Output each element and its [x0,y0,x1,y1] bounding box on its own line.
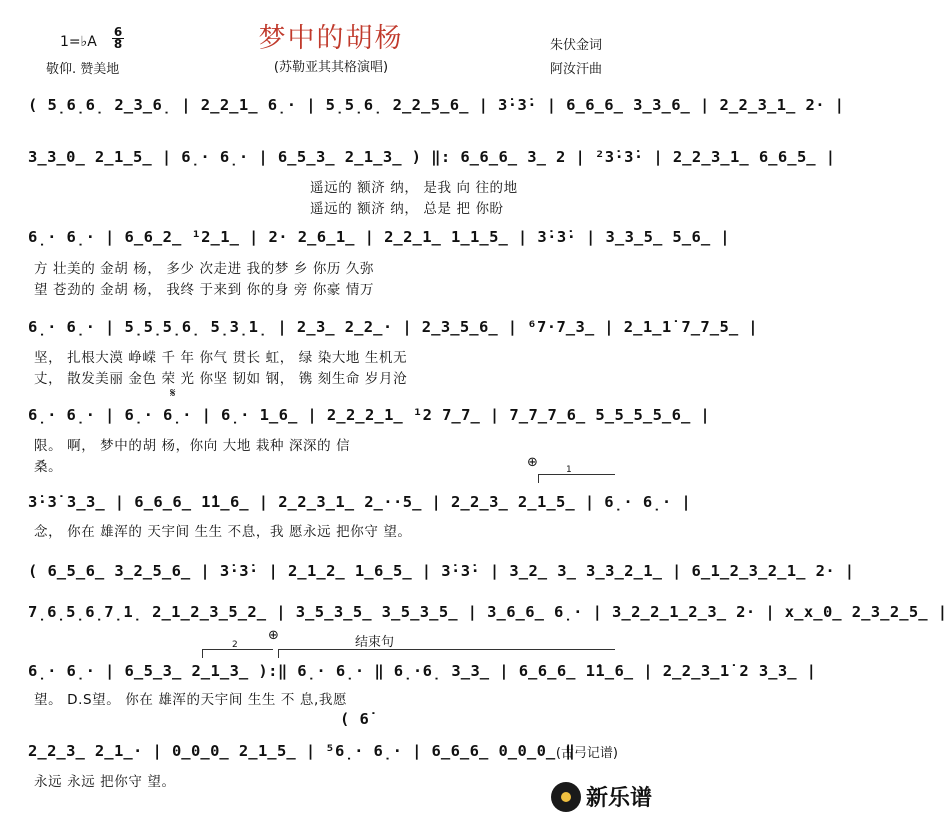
key-signature: 1=♭A [60,34,97,50]
staff-line-10: 2̲2̲3̲ 2̲1̲· | 0̲0̲0̲ 2̲1̲5̲ | ⁵6̣· 6̣· | 6̲6̲6̲ 0̲0̲0̲ ‖ [28,742,576,760]
staff-line-4: 6̣· 6̣· | 5̣5̣5̣6̣ 5̣3̣1̣ | 2̲3̲ 2̲2̲· | 2̲3̲5̲6̲ | ⁶7·7̲3̲ | 2̲1̲1̇ 7̲7̲5̲ | [28,318,759,336]
lyric-line-5: 坚， 扎根大漠 峥嵘 千 年 你气 贯长 虹， 绿 染大地 生机无 [34,350,408,366]
volta-bracket-2 [202,649,273,658]
record-icon [551,782,581,812]
segno-sign: 𝄋 [170,386,176,401]
performer-subtitle: (苏勒亚其其格演唱) [273,60,389,75]
ending-label: 结束句 [355,635,395,650]
staff-line-6: 3̇·3̇ 3̲3̲ | 6̲6̲6̲ 1̇1̲6̲ | 2̲2̲3̲1̲ 2̲··5̲ | 2̲2̲3̲ 2̲1̲5̲ | 6̣· 6̣· | [28,493,692,511]
lyric-line-11: 永远 永远 把你守 望。 [34,774,176,790]
staff-line-2: 3̲3̲0̲ 2̲1̲5̲ | 6̣· 6̣· | 6̲5̲3̲ 2̲1̲3̲ ) ‖: 6̲6̲6̲ 3̲ 2 | ²3̇·3̇· | 2̲2̲3̲1̲ 6̲6̲5̲ | [28,148,836,166]
time-signature [110,27,126,50]
lyric-line-10: 望。 D.S望。 你在 雄浑的天宇间 生生 不 息,我愿 [34,692,348,708]
composer: 阿汝汗曲 [550,62,603,77]
meter-top: 6 [113,25,123,39]
lyric-line-1: 遥远的 额济 纳， 是我 向 往的地 [310,180,518,196]
lyric-line-3: 方 壮美的 金胡 杨， 多少 次走进 我的梦 乡 你历 久弥 [34,261,375,277]
volta-bracket-1 [538,474,615,483]
staff-line-5: 6̣· 6̣· | 6̣· 6̣· | 6̣· 1̲6̲ | 2̲2̲2̲1̲ ¹2 7̲7̲ | 7̲7̲7̲6̲ 5̲5̲5̲5̲6̲ | [28,406,711,424]
volta-number-2: 2 [232,640,238,650]
staff-line-8: 7̣6̣5̣6̣7̣1̣ 2̲1̲2̲3̲5̲2̲ | 3̲5̲3̲5̲ 3̲5̲3̲5̲ | 3̲6̲6̲ 6̣· | 3̲2̲2̲1̲2̲3̲ 2· | x̲x̲0̲ 2̲3̲2̲5̲ | [28,603,947,621]
staff-line-1: ( 5̣6̣6̣ 2̲3̲6̣ | 2̲2̲1̲ 6̣· | 5̣5̣6̣ 2̲2̲5̲6̲ | 3̇·3̇· | 6̲6̲6̲ 3̲3̲6̲ | 2̲2̲3̲1̲ 2· | [28,96,845,114]
ending-bracket [278,649,615,658]
staff-line-3: 6̣· 6̣· | 6̲6̲2̲ ¹2̲1̲ | 2· 2̲6̲1̲ | 2̲2̲1̲ 1̲1̲5̲ | 3̇·3̇· | 3̲3̲5̲ 5̲6̲ | [28,228,731,246]
lyric-line-9: 念， 你在 雄浑的 天宇间 生生 不息，我 愿永远 把你守 望。 [34,524,412,540]
lyric-line-2: 遥远的 额济 纳， 总是 把 你盼 [310,201,504,217]
coda-sign-2: ⊕ [268,628,279,643]
final-note: ( 6̇ [340,710,370,728]
meter-bottom: 8 [113,37,123,51]
lyric-line-4: 望 苍劲的 金胡 杨， 我终 于来到 你的身 旁 你豪 情万 [34,282,375,298]
volta-number-1: 1 [566,465,572,475]
logo-text: 新乐谱 [585,786,652,811]
song-title: 梦中的胡杨 [258,23,404,54]
lyric-line-7: 限。 啊， 梦中的胡 杨，你向 大地 栽种 深深的 信 [34,438,351,454]
coda-sign-1: ⊕ [527,455,538,470]
lyric-line-8: 桑。 [34,459,63,475]
transcriber-credit: (古弓记谱) [555,746,618,761]
tempo-marking: 敬仰. 赞美地 [46,62,120,77]
staff-line-9: 6̣· 6̣· | 6̲5̲3̲ 2̲1̲3̲ ):‖ 6̣· 6̣· ‖ 6̣·6̣ 3̲3̲ | 6̲6̲6̲ 1̇1̲6̲ | 2̲2̲3̲1̇ 2 3̲3̲ | [28,662,817,680]
lyric-line-6: 丈， 散发美丽 金色 荣 光 你坚 韧如 钢， 镌 刻生命 岁月沧 [34,371,408,387]
site-logo [551,781,652,812]
lyricist: 朱伏金词 [550,38,603,53]
staff-line-7: ( 6̲5̲6̲ 3̲2̲5̲6̲ | 3̇·3̇· | 2̲1̲2̲ 1̲6̲5̲ | 3̇·3̇· | 3̲2̲ 3̲ 3̲3̲2̲1̲ | 6̲1̲2̲3̲2̲1̲ 2· | [28,562,855,580]
